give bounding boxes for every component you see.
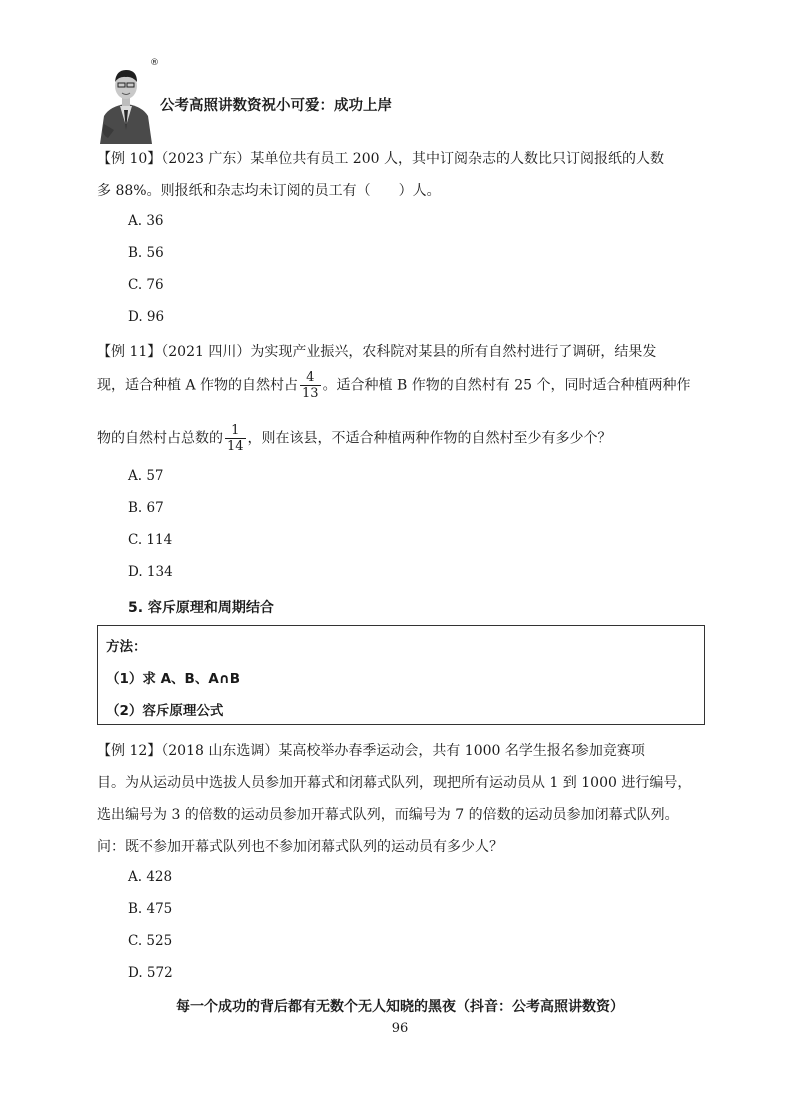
q10-option-d: D. 96 [128, 309, 165, 325]
q11-line-2-text-pre: 现，适合种植 A 作物的自然村占 [97, 377, 299, 394]
page-header [96, 58, 596, 144]
q11-option-b: B. 67 [128, 500, 164, 516]
header-title: 公考高照讲数资祝小可爱：成功上岸 [160, 98, 392, 114]
q11-option-a: A. 57 [128, 468, 164, 484]
q12-option-d: D. 572 [128, 965, 173, 981]
fraction-denominator: 14 [227, 439, 244, 454]
q11-line-3-text-pre: 物的自然村占总数的 [97, 430, 223, 447]
q10-option-c: C. 76 [128, 277, 164, 293]
q10-option-a: A. 36 [128, 213, 164, 229]
q12-line-1: 【例 12】（2018 山东选调）某高校举办春季运动会，共有 1000 名学生报名参加竞赛项 [97, 743, 645, 759]
footer-slogan: 每一个成功的背后都有无数个无人知晓的黑夜（抖音：公考高照讲数资） [176, 999, 624, 1015]
q11-line-3-text-post: ，则在该县，不适合种植两种作物的自然村至少有多少个？ [247, 430, 612, 447]
fraction-denominator: 13 [302, 386, 319, 401]
q12-line-4: 问：既不参加开幕式队列也不参加闭幕式队列的运动员有多少人？ [97, 839, 503, 855]
registered-mark: ® [150, 58, 159, 68]
q11-option-d: D. 134 [128, 564, 173, 580]
q12-option-c: C. 525 [128, 933, 173, 949]
fraction-1-14 [225, 423, 246, 454]
q12-line-3: 选出编号为 3 的倍数的运动员参加开幕式队列，而编号为 7 的倍数的运动员参加闭幕式队列。 [97, 807, 679, 823]
page-number: 96 [391, 1021, 409, 1036]
q12-line-2: 目。为从运动员中选拔人员参加开幕式和闭幕式队列，现把所有运动员从 1 到 1000 进行编号， [97, 775, 692, 791]
method-step-2: （2）容斥原理公式 [106, 703, 224, 719]
q11-line-3 [97, 423, 612, 454]
method-step-1: （1）求 A、B、A∩B [106, 671, 241, 687]
q10-option-b: B. 56 [128, 245, 164, 261]
q11-line-2-text-post: 。适合种植 B 作物的自然村有 25 个，同时适合种植两种作 [322, 377, 691, 394]
method-box [97, 625, 705, 725]
fraction-numerator: 1 [225, 423, 246, 439]
author-photo [96, 64, 156, 144]
q11-option-c: C. 114 [128, 532, 173, 548]
q11-line-2 [97, 370, 690, 401]
q12-option-a: A. 428 [128, 869, 173, 885]
fraction-4-13 [300, 370, 321, 401]
q10-line-2: 多 88%。则报纸和杂志均未订阅的员工有（ ）人。 [97, 183, 441, 199]
q10-line-1: 【例 10】（2023 广东）某单位共有员工 200 人，其中订阅杂志的人数比只订阅报纸的人数 [97, 151, 664, 167]
section-title: 5. 容斥原理和周期结合 [128, 600, 274, 616]
q12-option-b: B. 475 [128, 901, 173, 917]
method-heading: 方法： [106, 639, 147, 655]
q11-line-1: 【例 11】（2021 四川）为实现产业振兴，农科院对某县的所有自然村进行了调研，结果发 [97, 344, 657, 360]
fraction-numerator: 4 [300, 370, 321, 386]
